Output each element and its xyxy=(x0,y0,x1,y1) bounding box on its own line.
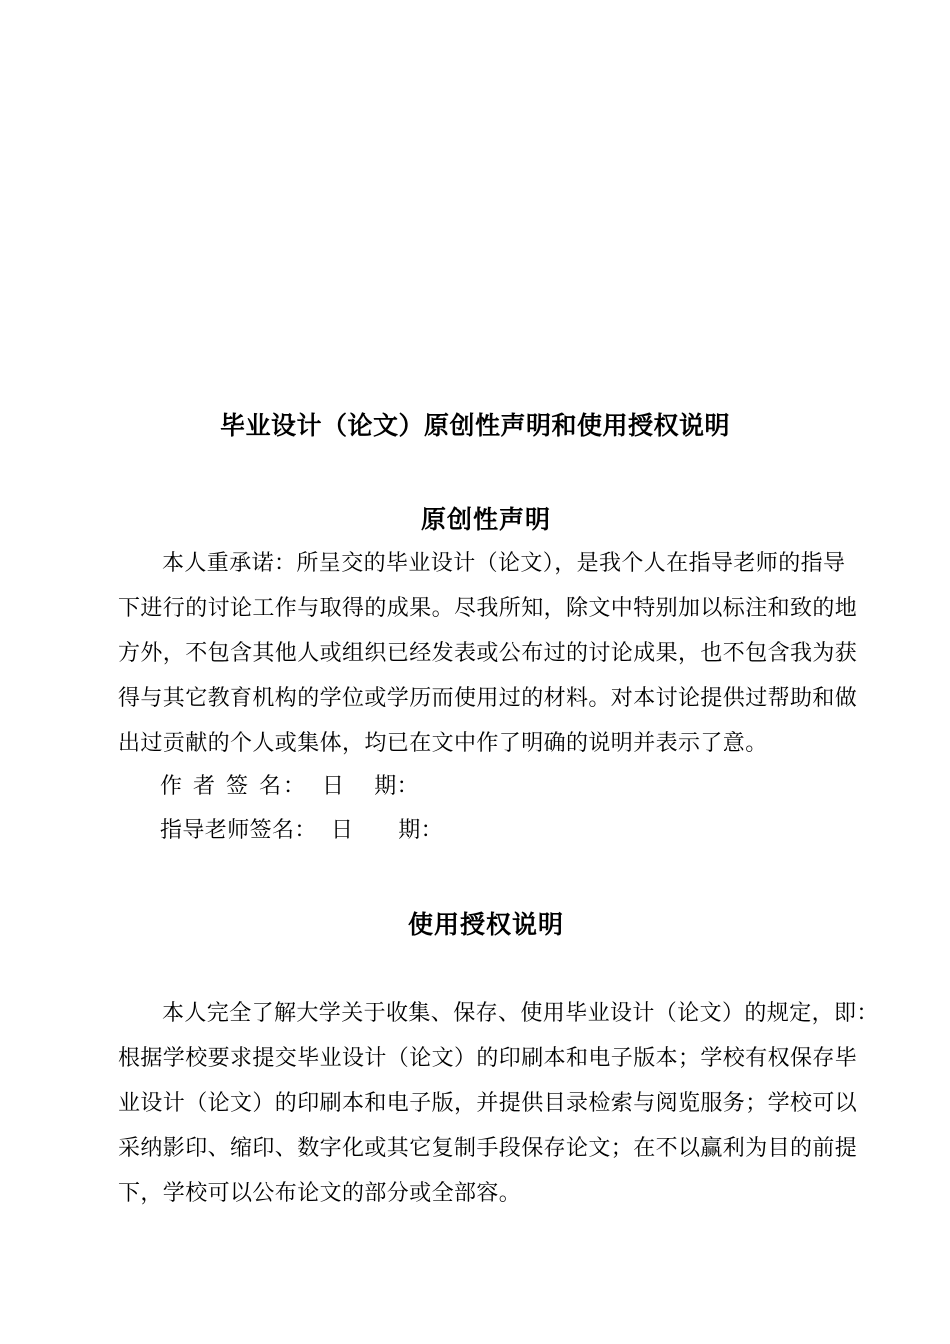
advisor-date-label: 日 期： xyxy=(331,818,444,843)
paragraph-line: 采纳影印、缩印、数字化或其它复制手段保存论文；在不以赢利为目的前提 xyxy=(118,1136,858,1161)
paragraph-line: 得与其它教育机构的学位或学历而使用过的材料。对本讨论提供过帮助和做 xyxy=(118,686,858,711)
main-title: 毕业设计（论文）原创性声明和使用授权说明 xyxy=(219,411,730,440)
paragraph-line: 出过贡献的个人或集体，均已在文中作了明确的说明并表示了意。 xyxy=(118,731,768,756)
author-date-label: 日 期： xyxy=(322,774,419,799)
paragraph-line: 本人重承诺：所呈交的毕业设计（论文），是我个人在指导老师的指导 xyxy=(162,551,846,576)
authorization-heading: 使用授权说明 xyxy=(407,910,564,939)
paragraph-line: 根据学校要求提交毕业设计（论文）的印刷本和电子版本；学校有权保存毕 xyxy=(118,1046,858,1071)
paragraph-line: 下，学校可以公布论文的部分或全部容。 xyxy=(118,1181,522,1206)
paragraph-line: 业设计（论文）的印刷本和电子版，并提供目录检索与阅览服务；学校可以 xyxy=(118,1091,858,1116)
originality-heading: 原创性声明 xyxy=(420,505,551,534)
paragraph-line: 本人完全了解大学关于收集、保存、使用毕业设计（论文）的规定，即： xyxy=(162,1001,879,1026)
paragraph-line: 方外，不包含其他人或组织已经发表或公布过的讨论成果，也不包含我为获 xyxy=(118,641,858,666)
advisor-sign-label: 指导老师签名： xyxy=(160,818,317,843)
paragraph-line: 下进行的讨论工作与取得的成果。尽我所知，除文中特别加以标注和致的地 xyxy=(118,596,858,621)
author-sign-label: 作 者 签 名： xyxy=(160,774,307,799)
